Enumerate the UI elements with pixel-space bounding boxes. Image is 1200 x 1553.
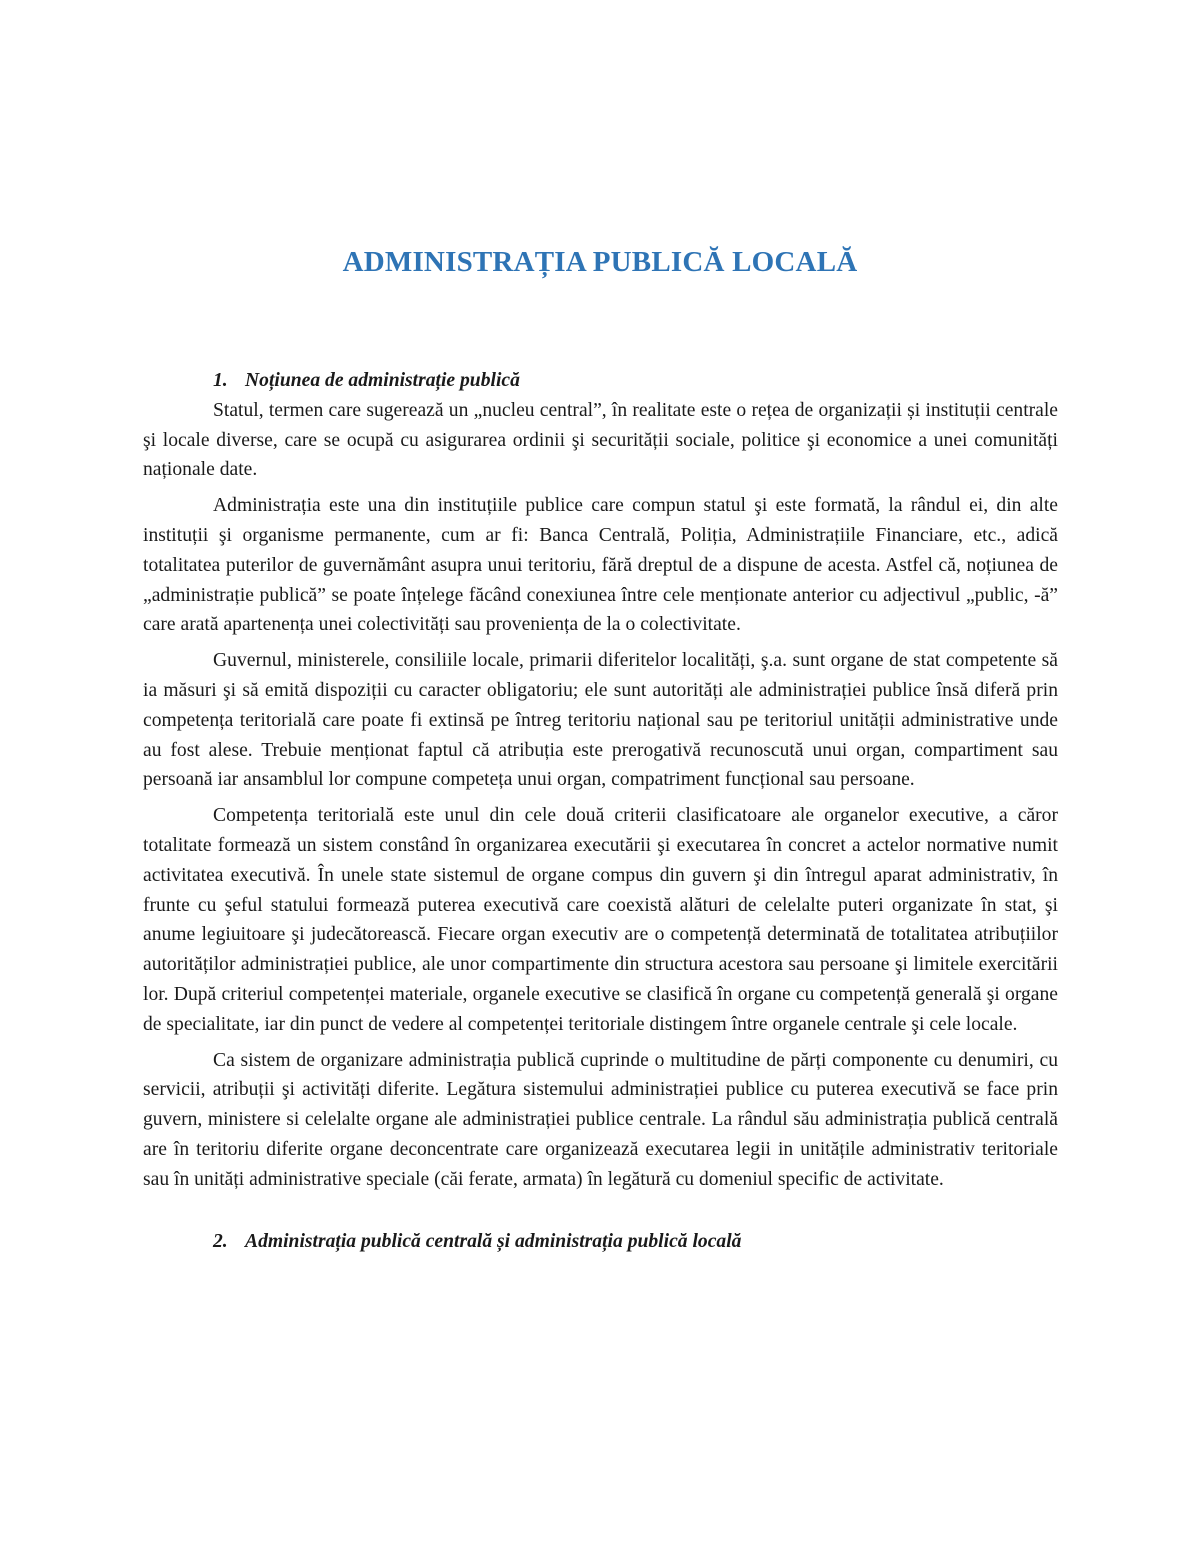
section-heading-2 [143, 1227, 1058, 1257]
paragraph: Guvernul, ministerele, consiliile locale, primarii diferitelor localități, ş.a. sunt organe de stat competente să ia măsuri şi să emită dispoziții cu caracter obligatoriu; ele sunt autorități ale administrației publice însă diferă prin competența teritorială care poate fi extinsă pe întreg teritoriu național sau pe teritoriul unității administrative unde au fost alese. Trebuie menționat faptul că atribuția este prerogativă recunoscută unui organ, compartiment sau persoană iar ansamblul lor compune competeța unui organ, compatriment funcțional sau persoane. [143, 650, 1058, 791]
document-body [143, 366, 1058, 1256]
paragraph: Competența teritorială este unul din cele două criterii clasificatoare ale organelor executive, a căror totalitate formează un sistem constând în organizarea executării şi executarea în concret a actelor normative numit activitatea executivă. În unele state sistemul de organe compus din guvern şi din întregul aparat administrativ, în frunte cu şeful statului formează puterea executivă care coexistă alături de celelalte puteri organizate în stat, şi anume legiuitoare şi judecătorească. Fiecare organ executiv are o competență determinată de totalitatea atribuțiilor autorităților administrației publice, ale unor compartimente din structura acestora sau persoane şi limitele exercitării lor. După criteriul competenței materiale, organele executive se clasifică în organe cu competență generală şi organe de specialitate, iar din punct de vedere al competenței teritoriale distingem între organele centrale şi cele locale. [143, 805, 1058, 1035]
section-heading-text: Administrația publică centrală și administrația publică locală [245, 1230, 742, 1252]
section-number: 2. [213, 1230, 228, 1252]
paragraph: Administrația este una din instituțiile publice care compun statul şi este formată, la rândul ei, din alte instituții şi organisme permanente, cum ar fi: Banca Centrală, Poliția, Administrațiile Financiare, etc., adică totalitatea puterilor de guvernământ asupra unui teritoriu, fără dreptul de a dispune de acesta. Astfel că, noțiunea de „administrație publică” se poate înțelege făcând conexiunea între cele menționate anterior cu adjectivul „public, -ă” care arată apartenența unei colectivități sau proveniența de la o colectivitate. [143, 495, 1058, 636]
document-title: ADMINISTRAȚIA PUBLICĂ LOCALĂ [342, 246, 858, 278]
section-number: 1. [213, 370, 228, 391]
section-heading-1 [143, 366, 1058, 396]
paragraph: Ca sistem de organizare administrația publică cuprinde o multitudine de părți componente cu denumiri, cu servicii, atribuții şi activități diferite. Legătura sistemului administrației publice cu puterea executivă se face prin guvern, ministere si celelalte organe ale administrației publice centrale. La rândul său administrația publică centrală are în teritoriu diferite organe deconcentrate care organizează executarea legii in unitățile administrativ teritoriale sau în unități administrative speciale (căi ferate, armata) în legătură cu domeniul specific de activitate. [143, 1049, 1058, 1190]
paragraph: Statul, termen care sugerează un „nucleu central”, în realitate este o rețea de organizații și instituții centrale şi locale diverse, care se ocupă cu asigurarea ordinii şi securității sociale, politice şi economice a unei comunități naționale date. [143, 399, 1058, 481]
section-heading-text: Noțiunea de administrație publică [245, 370, 520, 391]
